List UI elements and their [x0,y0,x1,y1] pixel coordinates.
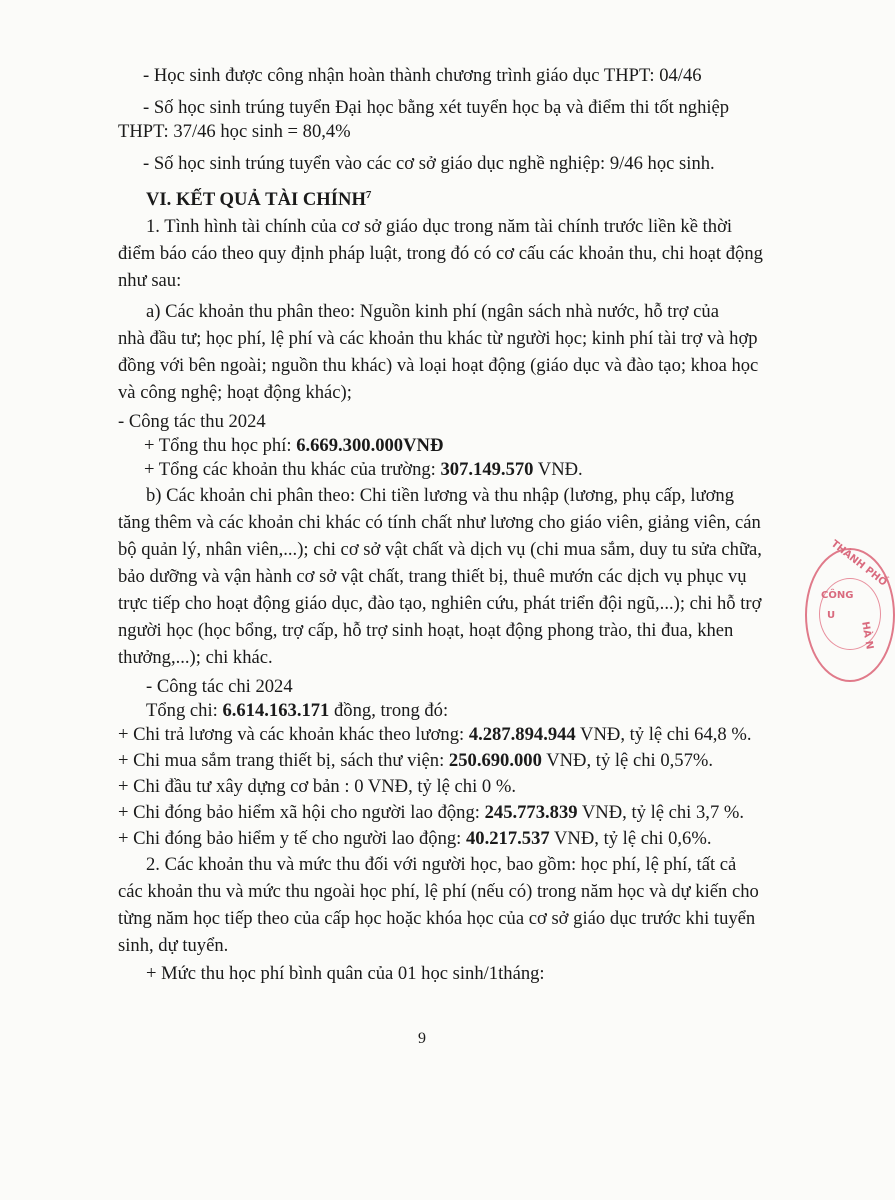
para2-line-4: sinh, dự tuyển. [118,935,229,956]
red-seal-stamp [805,538,895,682]
income-other: + Tổng các khoản thu khác của trường: 307.149.570 VNĐ. [144,459,583,480]
footnote-marker: 7 [365,189,372,201]
expense-item-health-insurance: + Chi đóng bảo hiểm y tế cho người lao động: 40.217.537 VNĐ, tỷ lệ chi 0,6%. [118,828,712,849]
fee-line: + Mức thu học phí bình quân của 01 học sinh/1tháng: [146,963,545,984]
para2-line-1: 2. Các khoản thu và mức thu đối với người học, bao gồm: học phí, lệ phí, tất cả [146,854,737,875]
para-a-line-1: a) Các khoản thu phân theo: Nguồn kinh phí (ngân sách nhà nước, hỗ trợ của [146,301,719,322]
expense-item-salary: + Chi trả lương và các khoản khác theo lương: 4.287.894.944 VNĐ, tỷ lệ chi 64,8 %. [118,724,752,745]
para-b-line-5: trực tiếp cho hoạt động giáo dục, đào tạo, nghiên cứu, phát triển đội ngũ,...); chi hỗ trợ [118,593,762,614]
seal-text-middle: CÔNG [821,590,854,601]
seal-text-right: HÀ N [859,620,875,651]
expense-item-construction: + Chi đầu tư xây dựng cơ bản : 0 VNĐ, tỷ lệ chi 0 %. [118,776,517,797]
result-line-university-2: THPT: 37/46 học sinh = 80,4% [118,121,351,142]
para-b-line-1: b) Các khoản chi phân theo: Chi tiền lương và thu nhập (lương, phụ cấp, lương [146,485,734,506]
income-tuition: + Tổng thu học phí: 6.669.300.000VNĐ [144,435,444,456]
result-line-university-1: - Số học sinh trúng tuyển Đại học bằng xét tuyển học bạ và điểm thi tốt nghiệp [143,97,730,118]
para-b-line-2: tăng thêm và các khoản chi khác có tính chất như lương cho giáo viên, giảng viên, cán [118,512,761,533]
para-b-line-3: bộ quản lý, nhân viên,...); chi cơ sở vật chất và dịch vụ (chi mua sắm, duy tu sửa chữa, [118,539,762,560]
para-b-line-6: người học (học bổng, trợ cấp, hỗ trợ sinh hoạt, hoạt động phong trào, thi đua, khen [118,620,734,641]
expense-title: - Công tác chi 2024 [146,676,293,697]
para-b-line-7: thưởng,...); chi khác. [118,647,273,668]
expense-total: Tổng chi: 6.614.163.171 đồng, trong đó: [146,700,449,721]
para-b-line-4: bảo dưỡng và vận hành cơ sở vật chất, trang thiết bị, thuê mướn các dịch vụ phục vụ [118,566,747,587]
para-a-line-2: nhà đầu tư; học phí, lệ phí và các khoản thu khác từ người học; kinh phí tài trợ và hợp [118,328,758,349]
seal-text-lower: U [827,610,836,621]
expense-item-equipment: + Chi mua sắm trang thiết bị, sách thư viện: 250.690.000 VNĐ, tỷ lệ chi 0,57%. [118,750,714,771]
result-line-vocational: - Số học sinh trúng tuyển vào các cơ sở giáo dục nghề nghiệp: 9/46 học sinh. [143,153,715,174]
para2-line-2: các khoản thu và mức thu ngoài học phí, lệ phí (nếu có) trong năm học và dự kiến cho [118,881,759,902]
page-number: 9 [418,1030,426,1047]
section-title: VI. KẾT QUẢ TÀI CHÍNH$^7$ [146,189,372,211]
expense-item-social-insurance: + Chi đóng bảo hiểm xã hội cho người lao động: 245.773.839 VNĐ, tỷ lệ chi 3,7 %. [118,802,745,823]
income-title: - Công tác thu 2024 [118,411,266,432]
para1-line-3: như sau: [118,270,182,291]
para2-line-3: từng năm học tiếp theo của cấp học hoặc khóa học của cơ sở giáo dục trước khi tuyển [118,908,756,929]
seal-text-top: THÀNH PHỐ [828,538,889,589]
result-line-completed: - Học sinh được công nhận hoàn thành chương trình giáo dục THPT: 04/46 [143,65,702,86]
para1-line-1: 1. Tình hình tài chính của cơ sở giáo dục trong năm tài chính trước liền kề thời [146,216,733,237]
para-a-line-3: đồng với bên ngoài; nguồn thu khác) và loại hoạt động (giáo dục và đào tạo; khoa học [118,355,759,376]
para1-line-2: điểm báo cáo theo quy định pháp luật, trong đó có cơ cấu các khoản thu, chi hoạt động [118,243,763,264]
para-a-line-4: và công nghệ; hoạt động khác); [118,382,352,403]
